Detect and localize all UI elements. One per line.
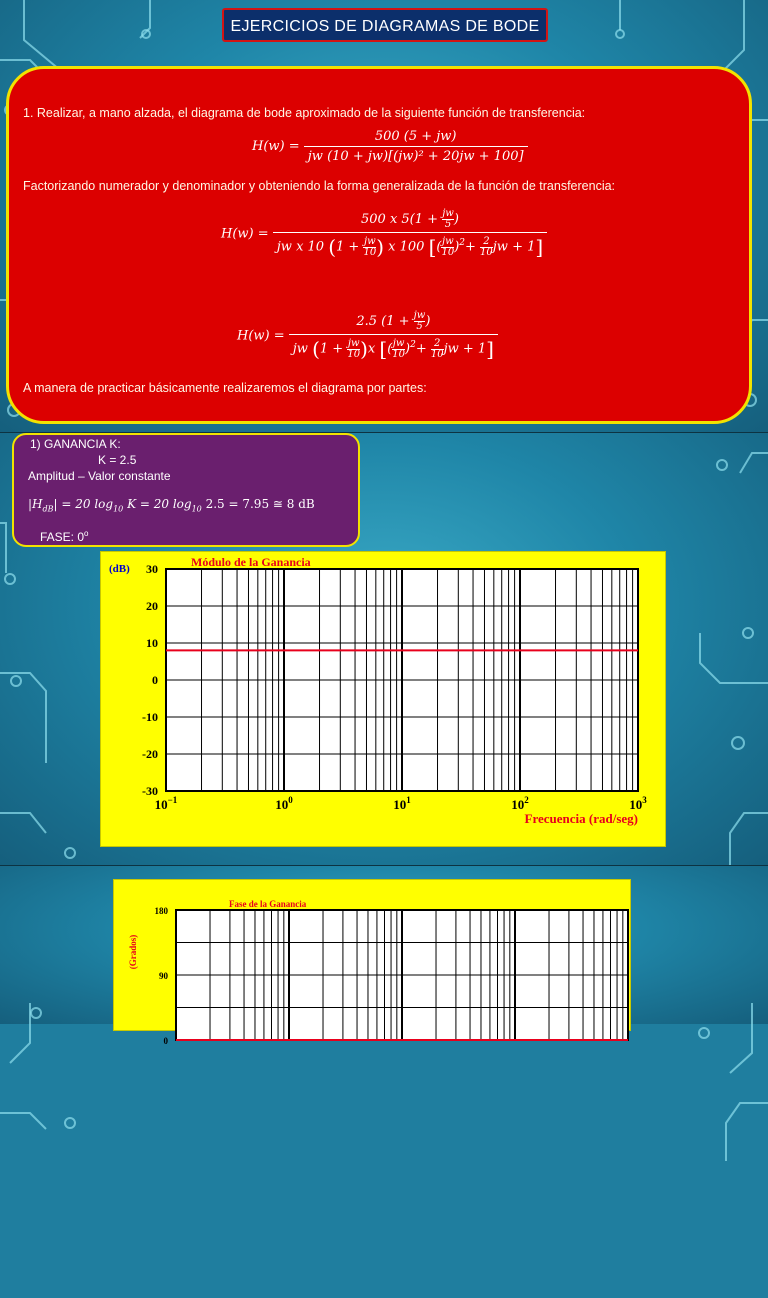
- y-tick-label: -20: [142, 747, 158, 761]
- factorization-text: Factorizando numerador y denominador y obteniendo la forma generalizada de la función de transferencia:: [23, 179, 616, 193]
- gain-info-panel: [12, 433, 360, 547]
- eq3-denominator-a: jw: [292, 341, 308, 357]
- slide-2: [0, 433, 768, 865]
- chart-title: Módulo de la Ganancia: [191, 555, 311, 569]
- formula-part: K = 20 log: [127, 497, 192, 511]
- phase-chart: [114, 880, 630, 1046]
- formula-part: |H: [28, 497, 43, 511]
- eq3-denominator-c: jw + 1: [443, 341, 487, 357]
- magnitude-chart: [101, 552, 665, 846]
- gain-k-value: K = 2.5: [98, 453, 137, 467]
- chart-title: Fase de la Ganancia: [229, 899, 307, 909]
- magnitude-chart-box: [100, 551, 666, 847]
- y-tick-label: 30: [146, 562, 158, 576]
- transfer-function-original: [252, 129, 528, 164]
- problem-statement: 1. Realizar, a mano alzada, el diagrama de bode aproximado de la siguiente función de transferencia:: [23, 106, 586, 120]
- closing-text: A manera de practicar básicamente realizaremos el diagrama por partes:: [23, 381, 427, 395]
- phase-chart-box: [113, 879, 631, 1046]
- y-tick-label: -10: [142, 710, 158, 724]
- formula-sub: 10: [113, 504, 124, 514]
- eq2-lhs: H(w) =: [221, 226, 269, 242]
- formula-part: | = 20 log: [53, 497, 114, 511]
- y-axis-label: (Grados): [128, 934, 138, 970]
- slide-3: [0, 866, 768, 1046]
- problem-panel: [6, 66, 752, 424]
- eq1-denominator: jw (10 + jw)[(jw)² + 20jw + 100]: [304, 146, 528, 164]
- phase-label: FASE: 0: [40, 530, 85, 544]
- eq2-denominator-b: x 100: [388, 239, 425, 255]
- x-tick-label: $10^2$: [511, 795, 529, 812]
- slide-title: EJERCICIOS DE DIAGRAMAS DE BODE: [222, 8, 548, 42]
- y-tick-label: 0: [163, 1036, 168, 1046]
- formula-sub: 10: [191, 504, 202, 514]
- eq1-numerator: 500 (5 + jw): [374, 129, 457, 144]
- y-tick-label: 0: [152, 673, 158, 687]
- formula-sub: dB: [42, 504, 54, 514]
- gain-amplitude-label: Amplitud – Valor constante: [28, 469, 171, 483]
- x-tick-label: $10^3$: [629, 795, 647, 812]
- x-tick-label: $10^1$: [393, 795, 411, 812]
- gain-heading: 1) GANANCIA K:: [30, 437, 121, 451]
- gain-phase: [40, 529, 88, 544]
- eq2-denominator-a: jw x 10: [276, 239, 325, 255]
- x-axis-label: Frecuencia (rad/seg): [524, 811, 638, 826]
- x-tick-label: $10^{-1}$: [154, 795, 178, 812]
- eq3-lhs: H(w) =: [237, 328, 285, 344]
- eq3-denominator-b: x: [367, 341, 376, 357]
- slide-1: [0, 0, 768, 432]
- eq2-numerator: 500 x 5(1 +: [361, 212, 439, 227]
- x-tick-label: $10^0$: [275, 795, 293, 812]
- eq1-lhs: H(w) =: [252, 139, 300, 154]
- y-tick-label: 10: [146, 636, 158, 650]
- transfer-function-factored: H(w) = 500 x 5(1 + $\frac{jw}{5}$ ) jw x 10 (1 + $\frac{jw}{10}$ ) x 100 [( $\frac{jw}{10}$ )$^2$+ $\frac{2}{10}$ jw + 1]: [221, 209, 547, 259]
- formula-part: 2.5 = 7.95 ≅ 8 dB: [205, 497, 315, 511]
- y-tick-label: 180: [154, 906, 168, 916]
- y-tick-label: -30: [142, 784, 158, 798]
- eq3-numerator: 2.5 (1 +: [356, 314, 410, 329]
- y-tick-label: 90: [159, 971, 168, 981]
- transfer-function-normalized: H(w) = 2.5 (1 + $\frac{jw}{5}$ ) jw (1 + $\frac{jw}{10}$ )x [( $\frac{jw}{10}$ )$^2$+ $\frac{2}{10}$ jw + 1]: [237, 311, 498, 361]
- y-tick-label: 20: [146, 599, 158, 613]
- phase-unit: o: [84, 529, 89, 538]
- y-axis-label: (dB): [109, 563, 130, 575]
- eq2-denominator-c: jw + 1: [492, 239, 536, 255]
- gain-db-formula: [28, 497, 315, 513]
